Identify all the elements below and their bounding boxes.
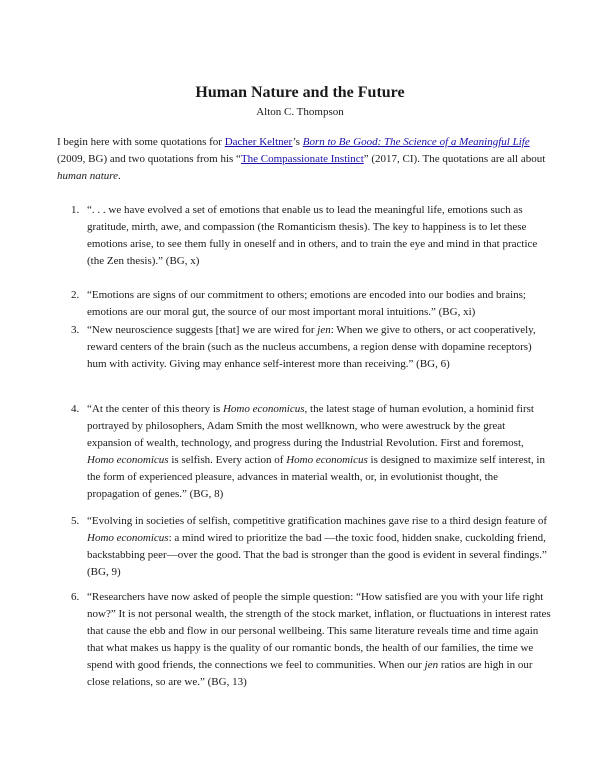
list-item bbox=[57, 513, 551, 581]
book-title: Born to Be Good: The Science of a Meaningful Life bbox=[302, 136, 530, 148]
list-item-number: 1. bbox=[71, 204, 80, 216]
quote-text bbox=[87, 202, 551, 270]
list-item bbox=[57, 322, 551, 373]
quote-segment: “. . . we have evolved a set of emotions that enable us to lead the meaningful life, emotions such as gratitude, mirth, awe, and compassion (the Romanticism thesis). The key to happiness is to let these emotions arise, to see them fully in oneself and in others, and to train the eye and mind in that practice (the Zen thesis).” (BG, x) bbox=[87, 204, 538, 267]
list-item-number: 3. bbox=[71, 324, 80, 336]
quote-text bbox=[87, 322, 551, 373]
intro-text: ” (2017, CI). The quotations are all about bbox=[363, 153, 546, 165]
list-item bbox=[57, 589, 551, 691]
list-item bbox=[57, 202, 551, 270]
intro-emphasis: human nature bbox=[57, 170, 119, 182]
document-author: Alton C. Thompson bbox=[256, 106, 344, 118]
quote-text bbox=[87, 401, 551, 503]
quote-segment: “Emotions are signs of our commitment to others; emotions are encoded into our bodies and brains; emotions are our moral gut, the source of our most important moral intuitions.” (BG, xi) bbox=[87, 289, 526, 318]
quote-segment: “New neuroscience suggests [that] we are wired for bbox=[87, 324, 318, 336]
quote-segment: “Researchers have now asked of people the simple question: “How satisfied are you with your life right now?” It is not personal wealth, the strength of the stock market, inflation, or fluctuations in interest rates that cause the ebb and flow in our personal wellbeing. This same literature reveals time and time again that what makes us happy is the quality of our romantic bonds, the health of our families, the time we spend with good friends, the connections we feel to communities. When our bbox=[87, 591, 551, 671]
intro-text: . bbox=[118, 170, 121, 182]
quote-text bbox=[87, 287, 551, 321]
list-item-number: 6. bbox=[71, 591, 80, 603]
quote-segment: “At the center of this theory is bbox=[87, 403, 223, 415]
quote-segment: is selfish. Every action of bbox=[168, 454, 287, 466]
quote-emphasis: jen bbox=[317, 324, 331, 336]
quote-segment: “Evolving in societies of selfish, competitive gratification machines gave rise to a third design feature of bbox=[87, 515, 548, 527]
quote-emphasis: Homo economicus bbox=[87, 454, 169, 466]
dacher-keltner-link[interactable]: Dacher Keltner bbox=[224, 136, 293, 148]
list-item-number: 2. bbox=[71, 289, 80, 301]
intro-text: (2009, BG) and two quotations from his “ bbox=[57, 153, 241, 165]
intro-text: ’s bbox=[292, 136, 303, 148]
intro-paragraph bbox=[57, 134, 551, 185]
quote-segment: is designed to maximize self interest, in the form of experienced pleasure, advances in material wealth, or, in evolutionist thought, the propagation of genes.” (BG, 8) bbox=[87, 454, 545, 500]
list-item bbox=[57, 287, 551, 321]
quote-text bbox=[87, 513, 551, 581]
document-title: Human Nature and the Future bbox=[195, 84, 405, 101]
quote-segment: , the latest stage of human evolution, a hominid first portrayed by philosophers, Adam Smith the most wellknown, who were awestruck by the great expansion of wealth, technology, and progress during the Industrial Revolution. First and foremost, bbox=[87, 403, 534, 449]
born-to-be-good-link[interactable] bbox=[303, 136, 530, 148]
quote-text bbox=[87, 589, 551, 691]
quote-emphasis: Homo economicus bbox=[87, 532, 169, 544]
quote-emphasis: Homo economicus bbox=[286, 454, 368, 466]
quote-emphasis: jen bbox=[424, 659, 439, 671]
quote-segment: : a mind wired to prioritize the bad —the toxic food, hidden snake, cuckolding friend, backstabbing peer—over the good. That the bad is stronger than the good is evident in several findings.” (BG, 9) bbox=[87, 532, 547, 578]
quote-segment: : When we give to others, or act cooperatively, reward centers of the brain (such as the nucleus accumbens, a region dense with dopamine receptors) hum with activity. Giving may enhance self-interest more than receiving.” (BG, 6) bbox=[87, 324, 536, 370]
quote-emphasis: Homo economicus bbox=[222, 403, 305, 415]
list-item-number: 4. bbox=[71, 403, 80, 415]
list-item-number: 5. bbox=[71, 515, 80, 527]
intro-text: I begin here with some quotations for bbox=[57, 136, 225, 148]
list-item bbox=[57, 401, 551, 503]
quote-segment: ratios are high in our close relations, so are we.” (BG, 13) bbox=[87, 659, 533, 688]
compassionate-instinct-link[interactable]: The Compassionate Instinct bbox=[240, 153, 364, 165]
